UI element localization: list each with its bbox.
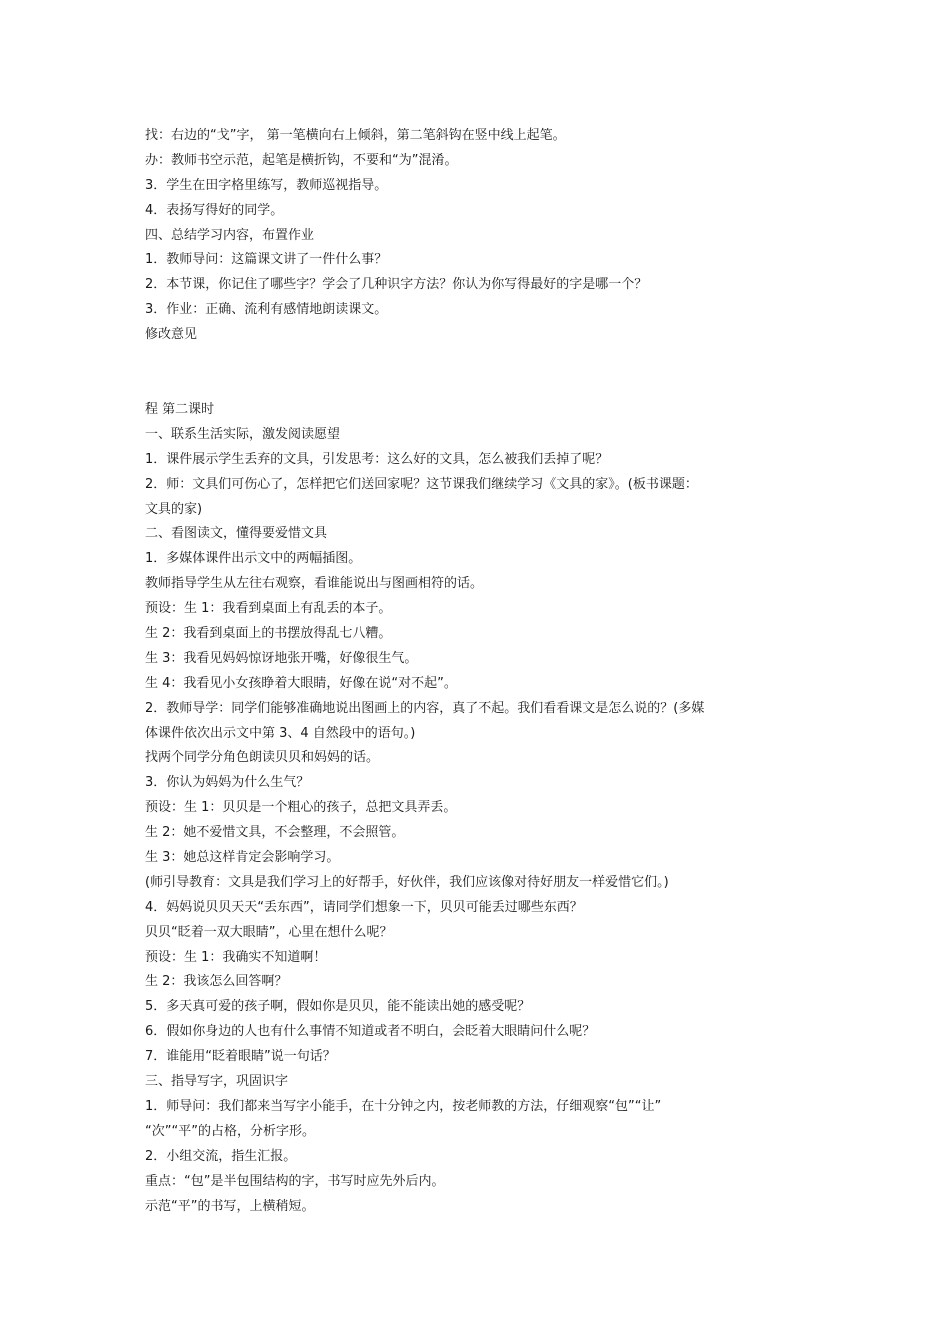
text-line: 1．师导问：我们都来当写字小能手，在十分钟之内，按老师教的方法，仔细观察“包”“让”	[145, 1098, 662, 1114]
text-line: 贝贝“眨着一双大眼睛”，心里在想什么呢？	[145, 924, 393, 940]
text-line: 三、指导写字，巩固识字	[145, 1074, 289, 1090]
text-line: 生 2：我看到桌面上的书摆放得乱七八糟。	[145, 626, 392, 642]
text-line: 教师指导学生从左往右观察，看谁能说出与图画相符的话。	[145, 576, 484, 592]
text-line: 6．假如你身边的人也有什么事情不知道或者不明白，会眨着大眼睛问什么呢？	[145, 1024, 596, 1040]
text-line: 体课件依次出示文中第 3、4 自然段中的语句。)	[145, 725, 416, 741]
text-line: 2．小组交流，指生汇报。	[145, 1148, 297, 1164]
text-line: 3．你认为妈妈为什么生气？	[145, 775, 310, 791]
text-line: 示范“平”的书写，上横稍短。	[145, 1198, 315, 1214]
text-line: 1．课件展示学生丢弃的文具，引发思考：这么好的文具，怎么被我们丢掉了呢？	[145, 451, 609, 467]
text-line: 生 3：她总这样肯定会影响学习。	[145, 850, 340, 866]
text-line: 3．作业：正确、流利有感情地朗读课文。	[145, 302, 388, 318]
text-line: 四、总结学习内容，布置作业	[145, 227, 315, 243]
text-line: 一、联系生活实际，激发阅读愿望	[145, 426, 341, 442]
text-line: 预设：生 1：贝贝是一个粗心的孩子，总把文具弄丢。	[145, 800, 457, 816]
text-line: (师引导教育：文具是我们学习上的好帮手，好伙伴，我们应该像对待好朋友一样爱惜它们。)	[145, 874, 669, 890]
text-line: 程 第二课时	[145, 402, 215, 417]
text-line: 预设：生 1：我看到桌面上有乱丢的本子。	[145, 601, 392, 617]
text-line: 二、看图读文，懂得要爱惜文具	[145, 526, 328, 542]
text-line: 生 4：我看见小女孩睁着大眼睛，好像在说“对不起”。	[145, 675, 457, 691]
text-block-lesson-end	[145, 124, 805, 348]
text-line: 2．师：文具们可伤心了，怎样把它们送回家呢？这节课我们继续学习《文具的家》。(板书课题：	[145, 476, 698, 492]
text-line: 找两个同学分角色朗读贝贝和妈妈的话。	[145, 750, 380, 766]
text-line: 4．妈妈说贝贝天天“丢东西”，请同学们想象一下，贝贝可能丢过哪些东西？	[145, 899, 583, 915]
text-line: 5．多天真可爱的孩子啊，假如你是贝贝，能不能读出她的感受呢？	[145, 999, 531, 1015]
text-line: 生 2：她不爱惜文具，不会整理，不会照管。	[145, 825, 405, 841]
text-line: 文具的家)	[145, 501, 203, 517]
text-line: 重点：“包”是半包围结构的字，书写时应先外后内。	[145, 1173, 445, 1189]
text-line: 7．谁能用“眨着眼睛”说一句话？	[145, 1049, 336, 1065]
text-line: 2．教师导学：同学们能够准确地说出图画上的内容，真了不起。我们看看课文是怎么说的？(多媒	[145, 700, 705, 716]
text-line: 生 3：我看见妈妈惊讶地张开嘴，好像很生气。	[145, 650, 418, 666]
text-block-second-lesson	[145, 398, 805, 1219]
text-line: 1．多媒体课件出示文中的两幅插图。	[145, 551, 362, 567]
text-line: 1．教师导问：这篇课文讲了一件什么事？	[145, 252, 388, 268]
text-line: 3．学生在田字格里练写，教师巡视指导。	[145, 177, 388, 193]
text-line: 修改意见	[145, 327, 198, 343]
text-line: 预设：生 1：我确实不知道啊！	[145, 949, 327, 965]
text-line: 4．表扬写得好的同学。	[145, 202, 284, 218]
text-line: 办：教师书空示范，起笔是横折钩，不要和“为”混淆。	[145, 152, 458, 168]
text-line: 2．本节课，你记住了哪些字？学会了几种识字方法？你认为你写得最好的字是哪一个？	[145, 277, 648, 293]
text-line: 找：右边的“戈”字， 第一笔横向右上倾斜，第二笔斜钩在竖中线上起笔。	[145, 128, 566, 143]
text-line: 生 2：我该怎么回答啊？	[145, 974, 288, 990]
text-line: “次”“平”的占格，分析字形。	[145, 1123, 315, 1139]
